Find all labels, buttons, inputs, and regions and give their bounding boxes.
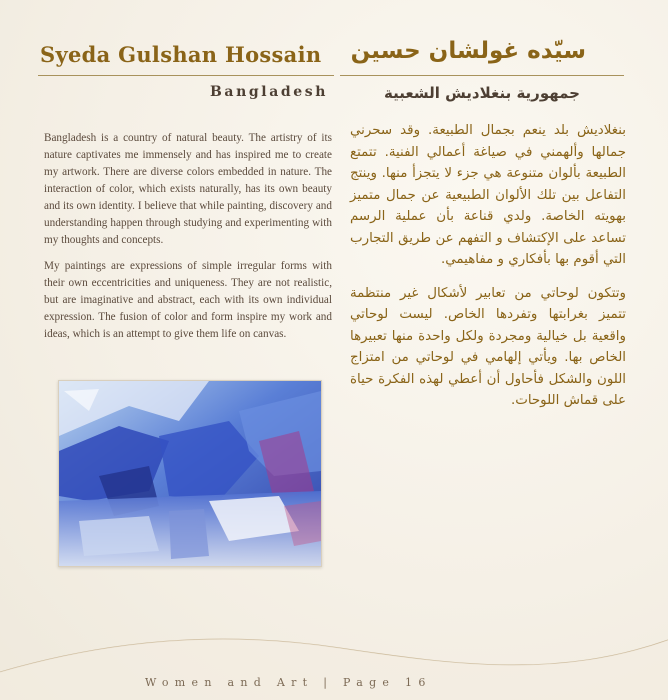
country-english: Bangladesh [210,84,329,100]
artist-name-arabic: سيّده غولشان حسين [350,38,586,64]
english-text-column [44,130,332,352]
english-paragraph-1: Bangladesh is a country of natural beauty. The artistry of its nature captivates me immensely and has inspired me to create my artwork. There are diverse colors embedded in nature. The interaction of color, which exists naturally, has its own beauty and its own identity. I believe that while painting, discovery and understanding happen through studying and experimenting with my thoughts and concepts. [44,132,332,246]
english-paragraph-2: My paintings are expressions of simple irregular forms with their own eccentricities and uniqueness. They are not realistic, but are imaginative and abstract, each with its own individual expression. The fusion of color and form inspire my work and ideas, which is an attempt to give them life on canvas. [44,260,332,340]
arabic-paragraph-2: وتتكون لوحاتي من تعابير لأشكال غير منتظمة تتميز بغرابتها وتفردها الخاص. ليست لوحاتي واقعية بل خيالية ومجردة ولكل واحدة منها تعبيرها الخاص بها. ويأتي إلهامي في لوحاتي من امتزاج اللون والشكل فأحاول أن أعطي لهذه الفكرة حياة على قماش اللوحات. [350,285,626,408]
abstract-painting-icon [59,381,321,566]
artist-name-english: Syeda Gulshan Hossain [40,42,322,67]
artwork-image [58,380,322,567]
arabic-text-column [350,120,626,424]
header-rule-right [340,75,624,76]
country-arabic: جمهورية بنغلاديش الشعبية [384,84,580,102]
header-rule-left [38,75,334,76]
page-footer: Women and Art | Page 16 [145,676,432,689]
arabic-paragraph-1: بنغلاديش بلد ينعم بجمال الطبيعة. وقد سحرني جمالها وألهمني في صياغة أعمالي الفنية. تتمتع الطبيعة بألوان متنوعة هي جزء لا يتجزأ منها. وينتج التفاعل بين تلك الألوان الطبيعية عن جمال متميز بهويته الخاصة. ولدي قناعة بأن عملية الرسم تساعد على الإكتشاف و التفهم عن طريق التجارب التي أقوم بها بأفكاري و مفاهيمي. [350,123,626,267]
